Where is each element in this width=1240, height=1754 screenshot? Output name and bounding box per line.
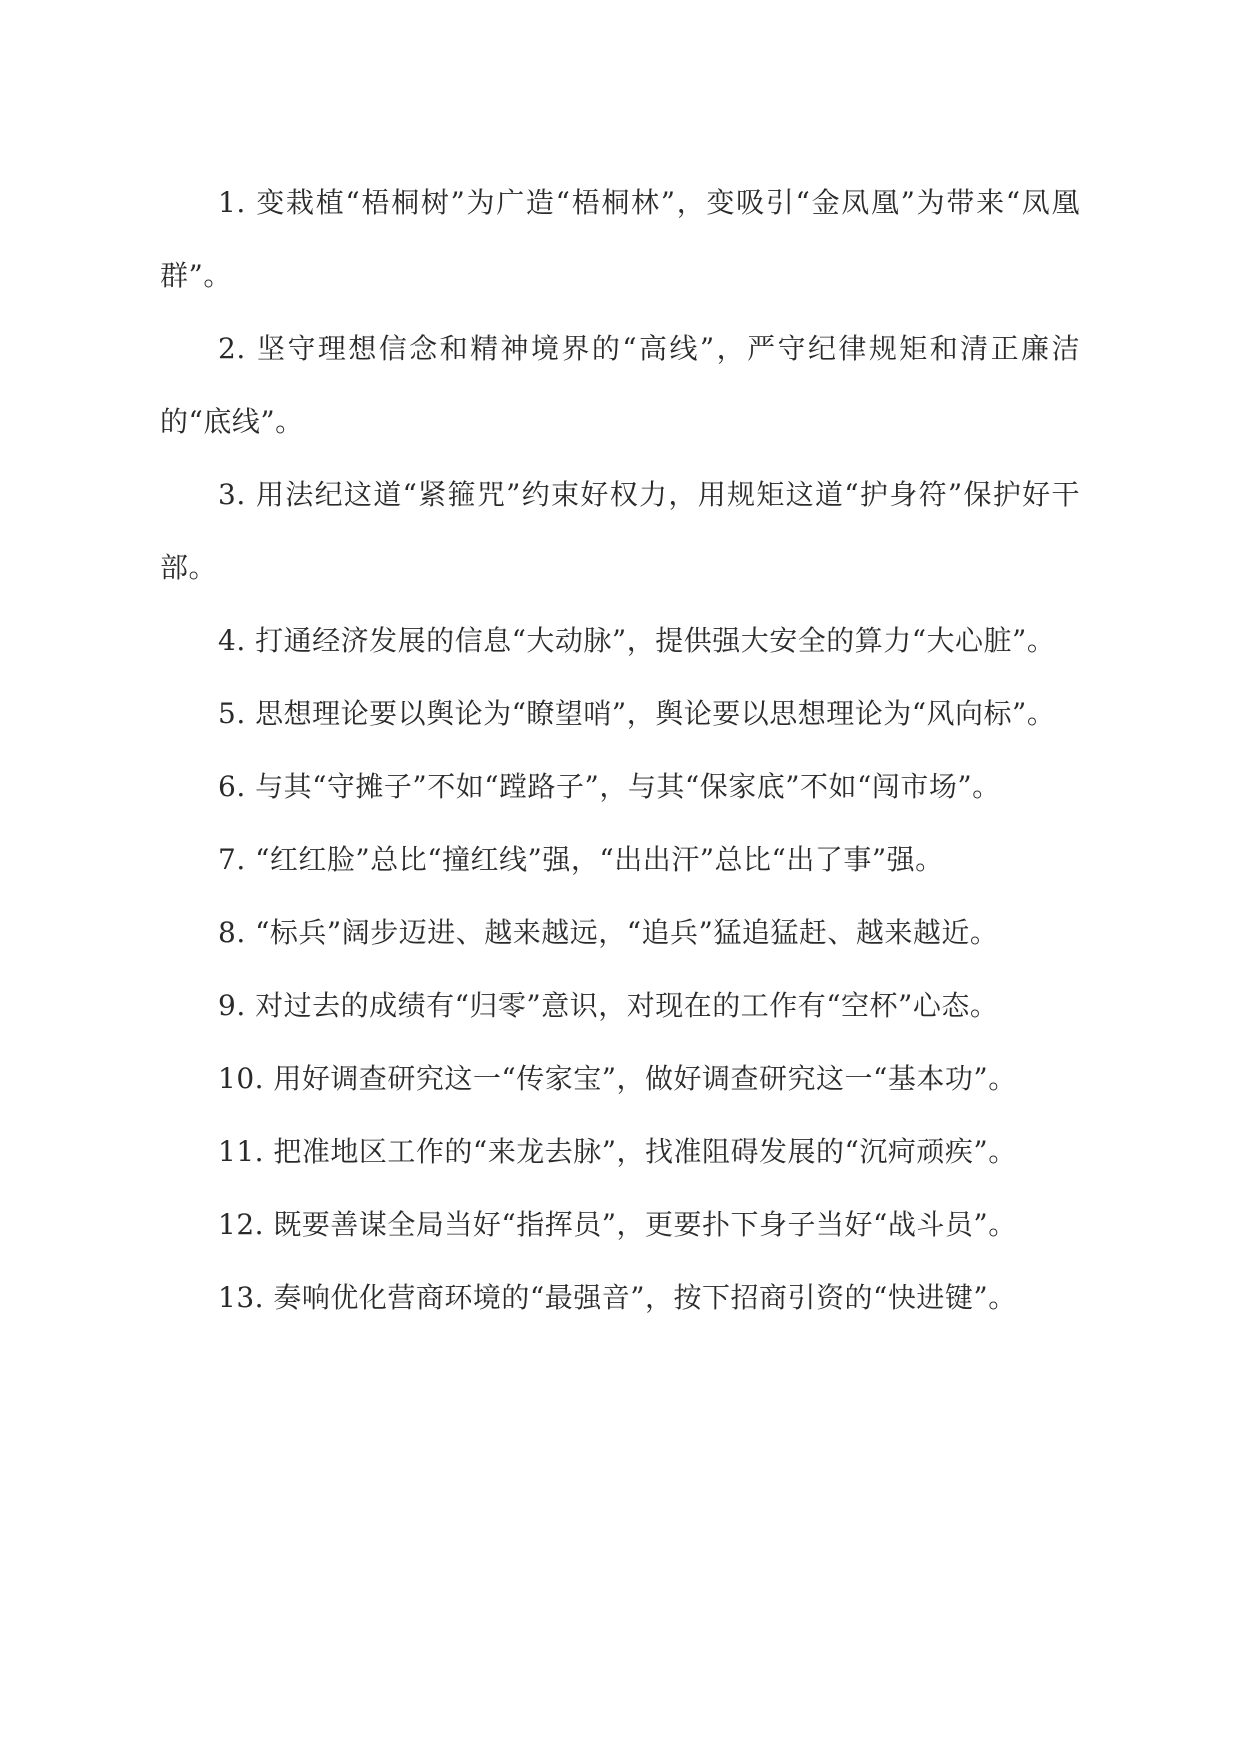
paragraph-3: 3. 用法纪这道“紧箍咒”约束好权力，用规矩这道“护身符”保护好干部。 xyxy=(160,478,1080,584)
paragraph-10: 10. 用好调查研究这一“传家宝”，做好调查研究这一“基本功”。 xyxy=(218,1062,1017,1095)
paragraph-5: 5. 思想理论要以舆论为“瞭望哨”，舆论要以思想理论为“风向标”。 xyxy=(218,697,1056,730)
paragraph-6: 6. 与其“守摊子”不如“蹚路子”，与其“保家底”不如“闯市场”。 xyxy=(218,770,1001,803)
paragraph-4: 4. 打通经济发展的信息“大动脉”，提供强大安全的算力“大心脏”。 xyxy=(218,624,1056,657)
paragraph-2: 2. 坚守理想信念和精神境界的“高线”，严守纪律规矩和清正廉洁的“底线”。 xyxy=(160,332,1080,438)
paragraph-7: 7. “红红脸”总比“撞红线”强，“出出汗”总比“出了事”强。 xyxy=(218,843,944,876)
paragraph-8: 8. “标兵”阔步迈进、越来越远，“追兵”猛追猛赶、越来越近。 xyxy=(218,916,999,949)
paragraph-9: 9. 对过去的成绩有“归零”意识，对现在的工作有“空杯”心态。 xyxy=(218,989,999,1022)
paragraph-1: 1. 变栽植“梧桐树”为广造“梧桐林”，变吸引“金凤凰”为带来“凤凰群”。 xyxy=(160,186,1080,292)
paragraph-11: 11. 把准地区工作的“来龙去脉”，找准阻碍发展的“沉疴顽疾”。 xyxy=(218,1135,1017,1168)
document-body xyxy=(160,166,1080,1334)
paragraph-12: 12. 既要善谋全局当好“指挥员”，更要扑下身子当好“战斗员”。 xyxy=(218,1208,1017,1241)
paragraph-13: 13. 奏响优化营商环境的“最强音”，按下招商引资的“快进键”。 xyxy=(218,1281,1017,1314)
